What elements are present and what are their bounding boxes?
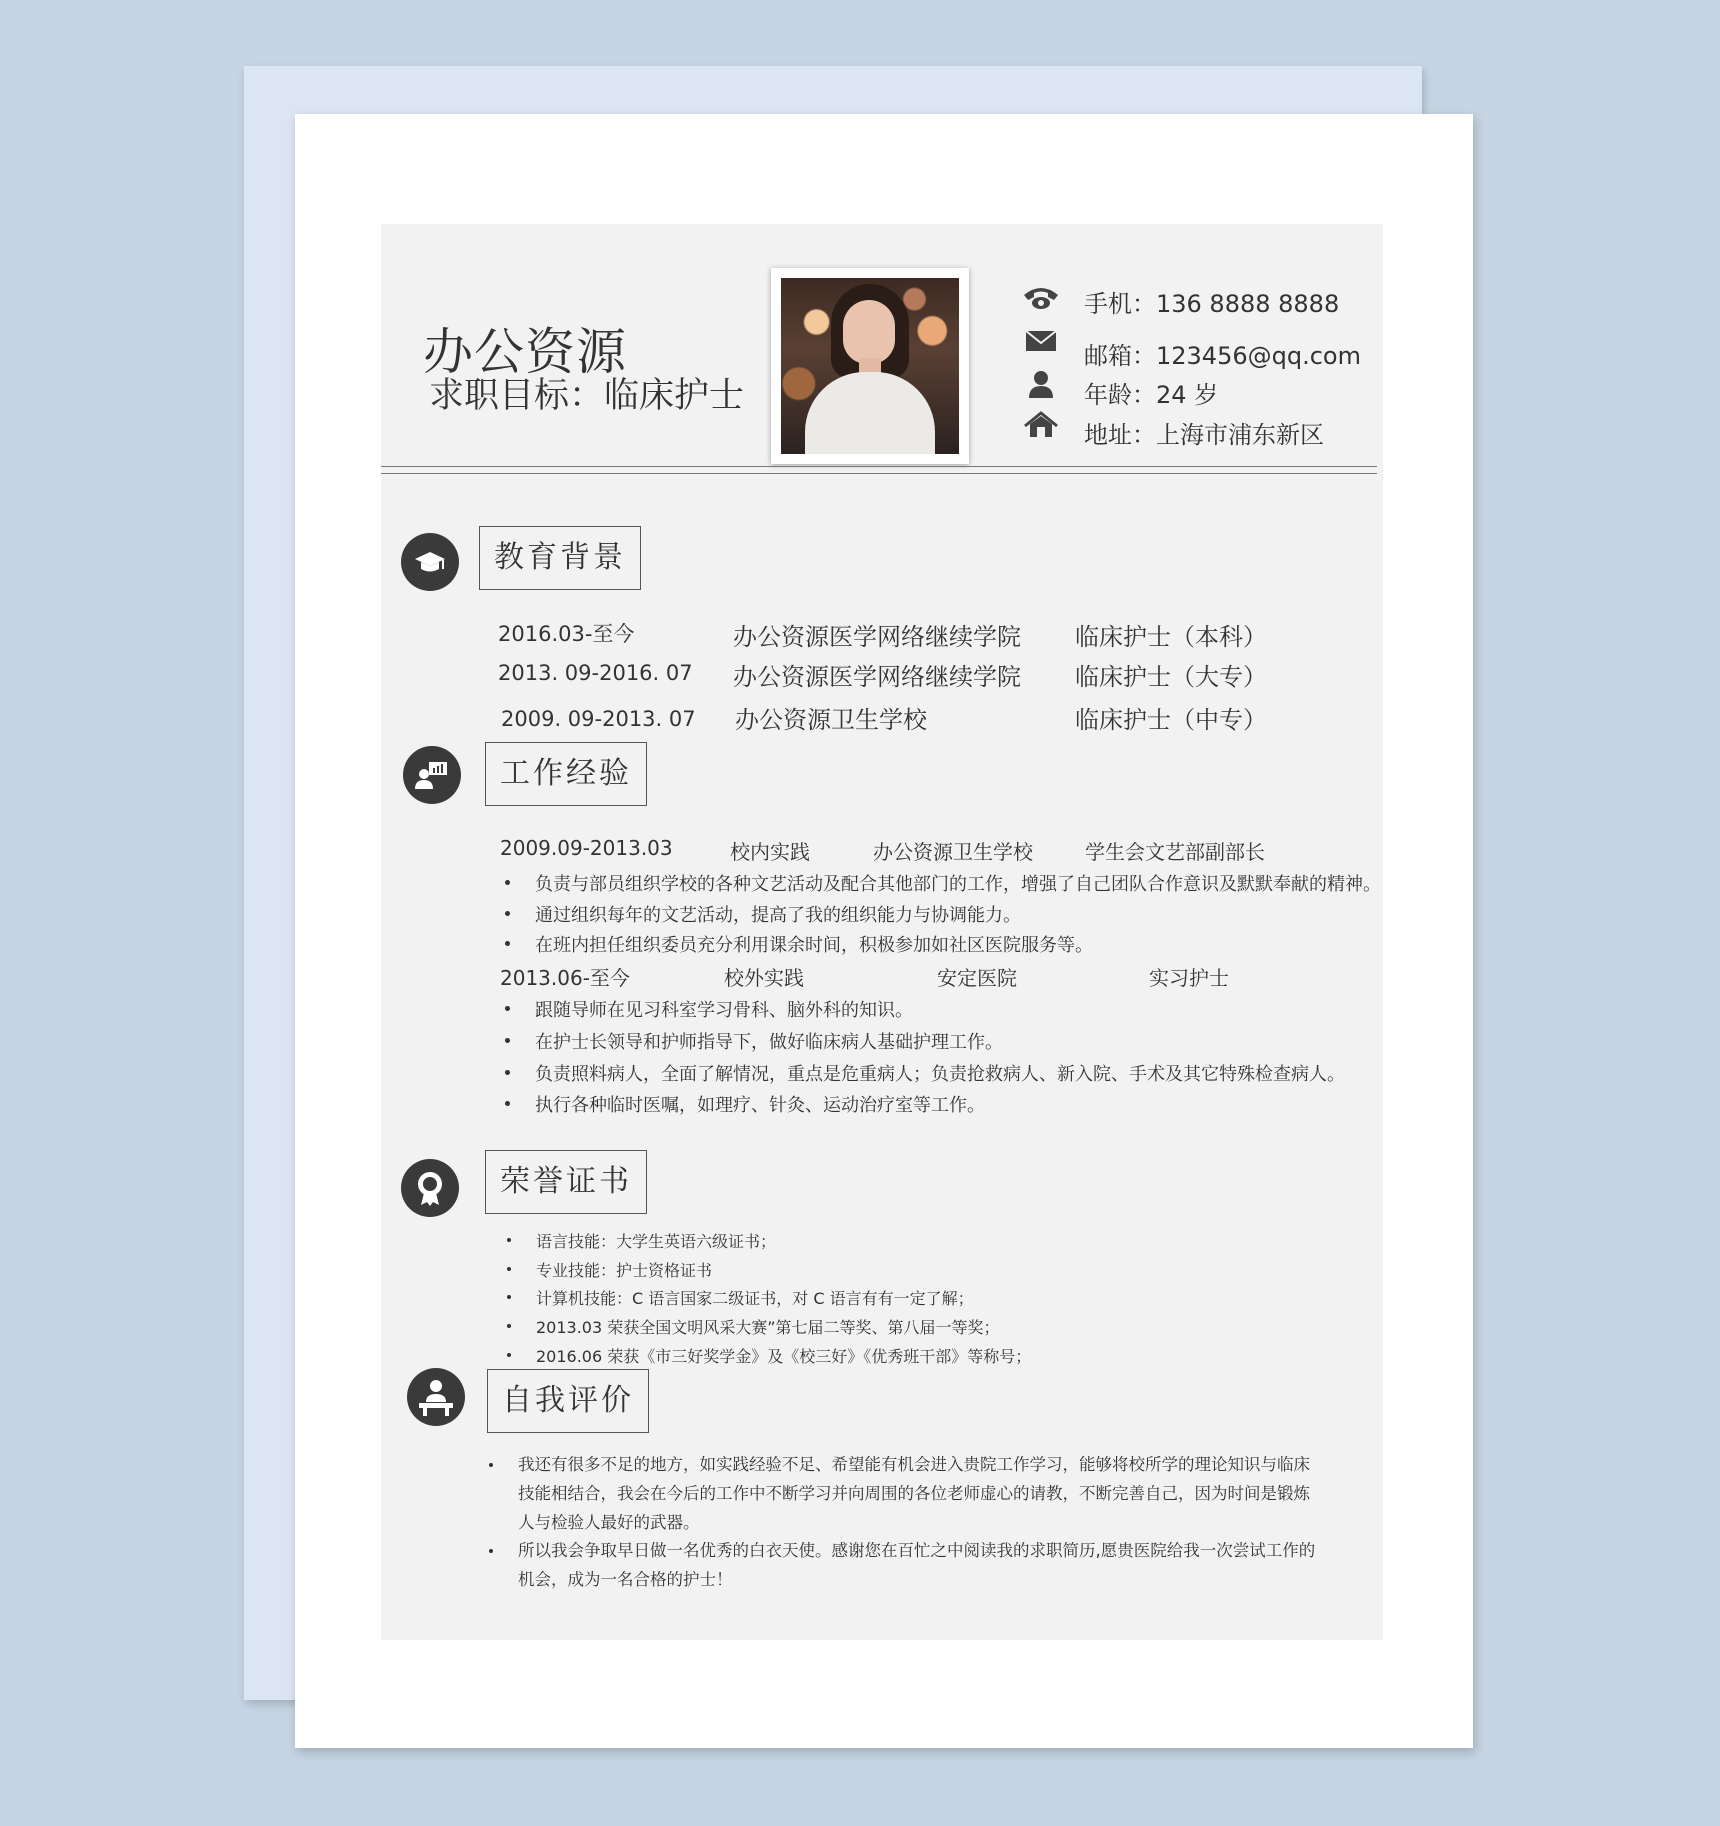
header-divider — [381, 466, 1377, 474]
home-icon — [1021, 410, 1061, 440]
edu-date: 2016.03-至今 — [498, 622, 635, 646]
profile-photo — [771, 268, 969, 464]
job-role: 学生会文艺部副部长 — [1085, 840, 1265, 864]
self-evaluation-paragraph: 所以我会争取早日做一名优秀的白衣天使。感谢您在百忙之中阅读我的求职简历,愿贵医院给我一次尝试工作的机会，成为一名合格的护士！ — [518, 1536, 1320, 1594]
job-duty: 执行各种临时医嘱，如理疗、针灸、运动治疗室等工作。 — [535, 1091, 985, 1117]
address-text: 地址：上海市浦东新区 — [1084, 421, 1324, 449]
edu-school: 办公资源医学网络继续学院 — [733, 623, 1021, 651]
edu-date: 2013. 09-2016. 07 — [498, 661, 693, 685]
job-duty: 跟随导师在见习科室学习骨科、脑外科的知识。 — [535, 996, 913, 1022]
job-org: 安定医院 — [937, 966, 1017, 990]
job-objective: 求职目标：临床护士 — [429, 376, 745, 416]
honor-item: 语言技能：大学生英语六级证书； — [536, 1229, 776, 1252]
job-role: 实习护士 — [1149, 966, 1229, 990]
self-evaluation-paragraph: 我还有很多不足的地方，如实践经验不足、希望能有机会进入贵院工作学习，能够将校所学的理论知识与临床技能相结合，我会在今后的工作中不断学习并向周围的各位老师虚心的请教，不断完善自己，因为时间是锻炼人与检验人最好的武器。 — [518, 1450, 1320, 1537]
edu-major: 临床护士（中专） — [1075, 706, 1267, 734]
job-duty: 在护士长领导和护师指导下，做好临床病人基础护理工作。 — [535, 1028, 1003, 1054]
edu-school: 办公资源卫生学校 — [735, 706, 927, 734]
job-date: 2013.06-至今 — [500, 966, 630, 990]
edu-major: 临床护士（大专） — [1075, 663, 1267, 691]
job-duty: 负责照料病人，全面了解情况，重点是危重病人；负责抢救病人、新入院、手术及其它特殊检查病人。 — [535, 1060, 1345, 1086]
edu-school: 办公资源医学网络继续学院 — [733, 663, 1021, 691]
phone-icon — [1021, 283, 1061, 313]
job-type: 校内实践 — [730, 840, 810, 864]
person-icon — [1021, 370, 1061, 400]
age-text: 年龄：24 岁 — [1084, 381, 1219, 409]
desk-person-icon — [407, 1368, 465, 1426]
job-date: 2009.09-2013.03 — [500, 836, 673, 860]
candidate-name: 办公资源 — [423, 323, 627, 381]
self-evaluation-section-title: 自我评价 — [487, 1369, 649, 1433]
email-text: 邮箱：123456@qq.com — [1084, 342, 1361, 370]
honor-item: 2016.06 荣获《市三好奖学金》及《校三好》《优秀班干部》等称号； — [536, 1344, 1031, 1367]
honor-item: 2013.03 荣获全国文明风采大赛”第七届二等奖、第八届一等奖； — [536, 1315, 1000, 1338]
edu-date: 2009. 09-2013. 07 — [501, 707, 696, 731]
education-section-title: 教育背景 — [479, 526, 641, 590]
honors-section-title: 荣誉证书 — [485, 1150, 647, 1214]
job-duty: 负责与部员组织学校的各种文艺活动及配合其他部门的工作，增强了自己团队合作意识及默默奉献的精神。 — [535, 870, 1381, 896]
resume-card — [381, 224, 1383, 1640]
mail-icon — [1021, 327, 1061, 357]
work-section-title: 工作经验 — [485, 742, 647, 806]
honor-item: 专业技能：护士资格证书 — [536, 1258, 712, 1281]
job-type: 校外实践 — [724, 966, 804, 990]
graduation-cap-icon — [401, 533, 459, 591]
job-duty: 在班内担任组织委员充分利用课余时间，积极参加如社区医院服务等。 — [535, 931, 1093, 957]
job-duty: 通过组织每年的文艺活动，提高了我的组织能力与协调能力。 — [535, 901, 1021, 927]
presentation-icon — [403, 746, 461, 804]
honor-item: 计算机技能：C 语言国家二级证书，对 C 语言有有一定了解； — [536, 1286, 974, 1309]
award-icon — [401, 1159, 459, 1217]
portrait-image — [781, 278, 959, 454]
edu-major: 临床护士（本科） — [1075, 623, 1267, 651]
phone-text: 手机：136 8888 8888 — [1084, 290, 1340, 318]
job-org: 办公资源卫生学校 — [873, 840, 1033, 864]
